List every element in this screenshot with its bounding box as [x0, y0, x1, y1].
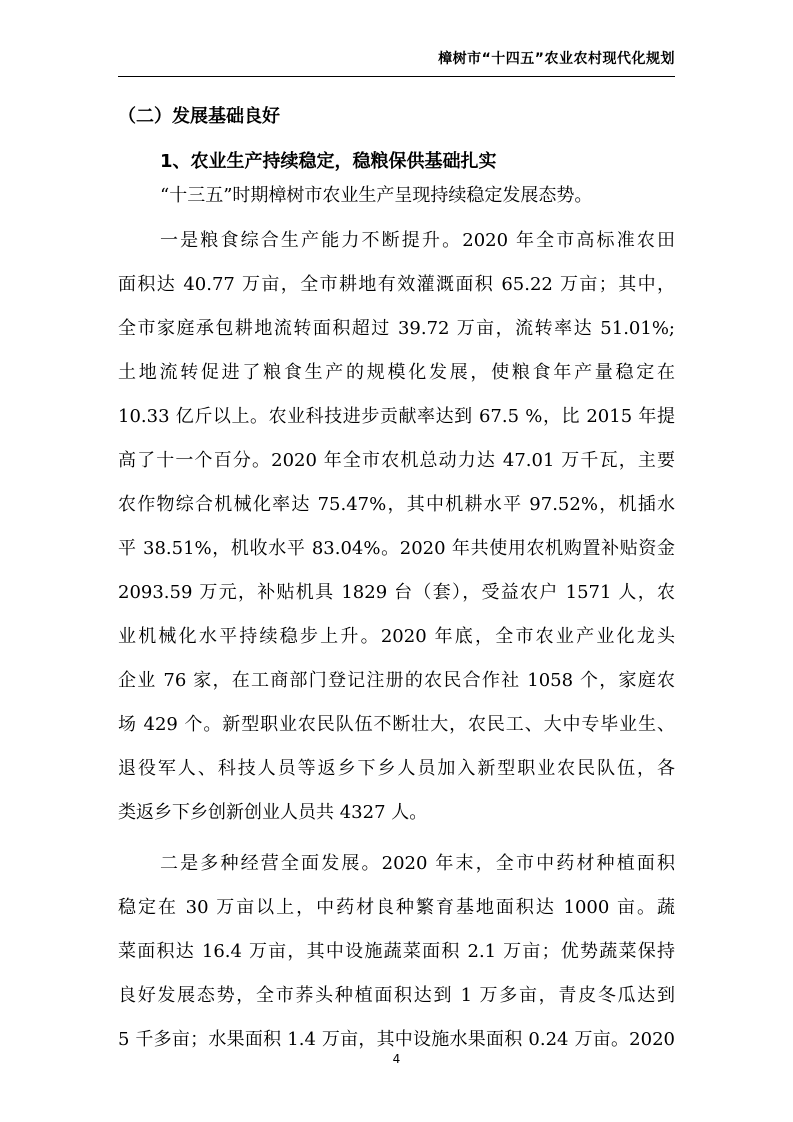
paragraph-line: 5 千多亩；水果面积 1.4 万亩，其中设施水果面积 0.24 万亩。2020 — [118, 1029, 675, 1050]
paragraph-line: 土地流转促进了粮食生产的规模化发展，使粮食年产量稳定在 — [118, 362, 675, 383]
paragraph-line: 二是多种经营全面发展。2020 年末，全市中药材种植面积 — [160, 853, 675, 874]
header-rule — [118, 76, 675, 77]
paragraph-line: 企业 76 家，在工商部门登记注册的农民合作社 1058 个，家庭农 — [118, 670, 675, 691]
page-number: 4 — [392, 1052, 401, 1066]
paragraph-line: 平 38.51%，机收水平 83.04%。2020 年共使用农机购置补贴资金 — [118, 538, 675, 559]
running-header: 樟树市“十四五”农业农村现代化规划 — [438, 51, 675, 67]
paragraph-line: 类返乡下乡创新创业人员共 4327 人。 — [118, 802, 428, 823]
subsection-heading: 1、农业生产持续稳定，稳粮保供基础扎实 — [160, 151, 497, 172]
paragraph-line: 退役军人、科技人员等返乡下乡人员加入新型职业农民队伍，各 — [118, 758, 675, 779]
paragraph-line: 业机械化水平持续稳步上升。2020 年底，全市农业产业化龙头 — [118, 626, 675, 647]
paragraph-line: 2093.59 万元，补贴机具 1829 台（套），受益农户 1571 人，农 — [118, 582, 675, 603]
paragraph-line: 全市家庭承包耕地流转面积超过 39.72 万亩，流转率达 51.01%; — [118, 318, 675, 339]
paragraph-line: 场 429 个。新型职业农民队伍不断壮大，农民工、大中专毕业生、 — [118, 714, 675, 735]
paragraph-line: 农作物综合机械化率达 75.47%，其中机耕水平 97.52%，机插水 — [118, 494, 675, 515]
paragraph-line: 一是粮食综合生产能力不断提升。2020 年全市高标准农田 — [160, 230, 675, 251]
paragraph-line: 10.33 亿斤以上。农业科技进步贡献率达到 67.5 %，比 2015 年提 — [118, 406, 675, 427]
paragraph-line: 良好发展态势，全市荞头种植面积达到 1 万多亩，青皮冬瓜达到 — [118, 985, 675, 1006]
section-heading: （二）发展基础良好 — [118, 106, 280, 127]
paragraph-line: “十三五”时期樟树市农业生产呈现持续稳定发展态势。 — [160, 185, 593, 206]
paragraph-line: 稳定在 30 万亩以上，中药材良种繁育基地面积达 1000 亩。蔬 — [118, 897, 675, 918]
paragraph-line: 高了十一个百分。2020 年全市农机总动力达 47.01 万千瓦，主要 — [118, 450, 675, 471]
paragraph-line: 面积达 40.77 万亩，全市耕地有效灌溉面积 65.22 万亩；其中， — [118, 274, 675, 295]
paragraph-line: 菜面积达 16.4 万亩，其中设施蔬菜面积 2.1 万亩；优势蔬菜保持 — [118, 941, 675, 962]
